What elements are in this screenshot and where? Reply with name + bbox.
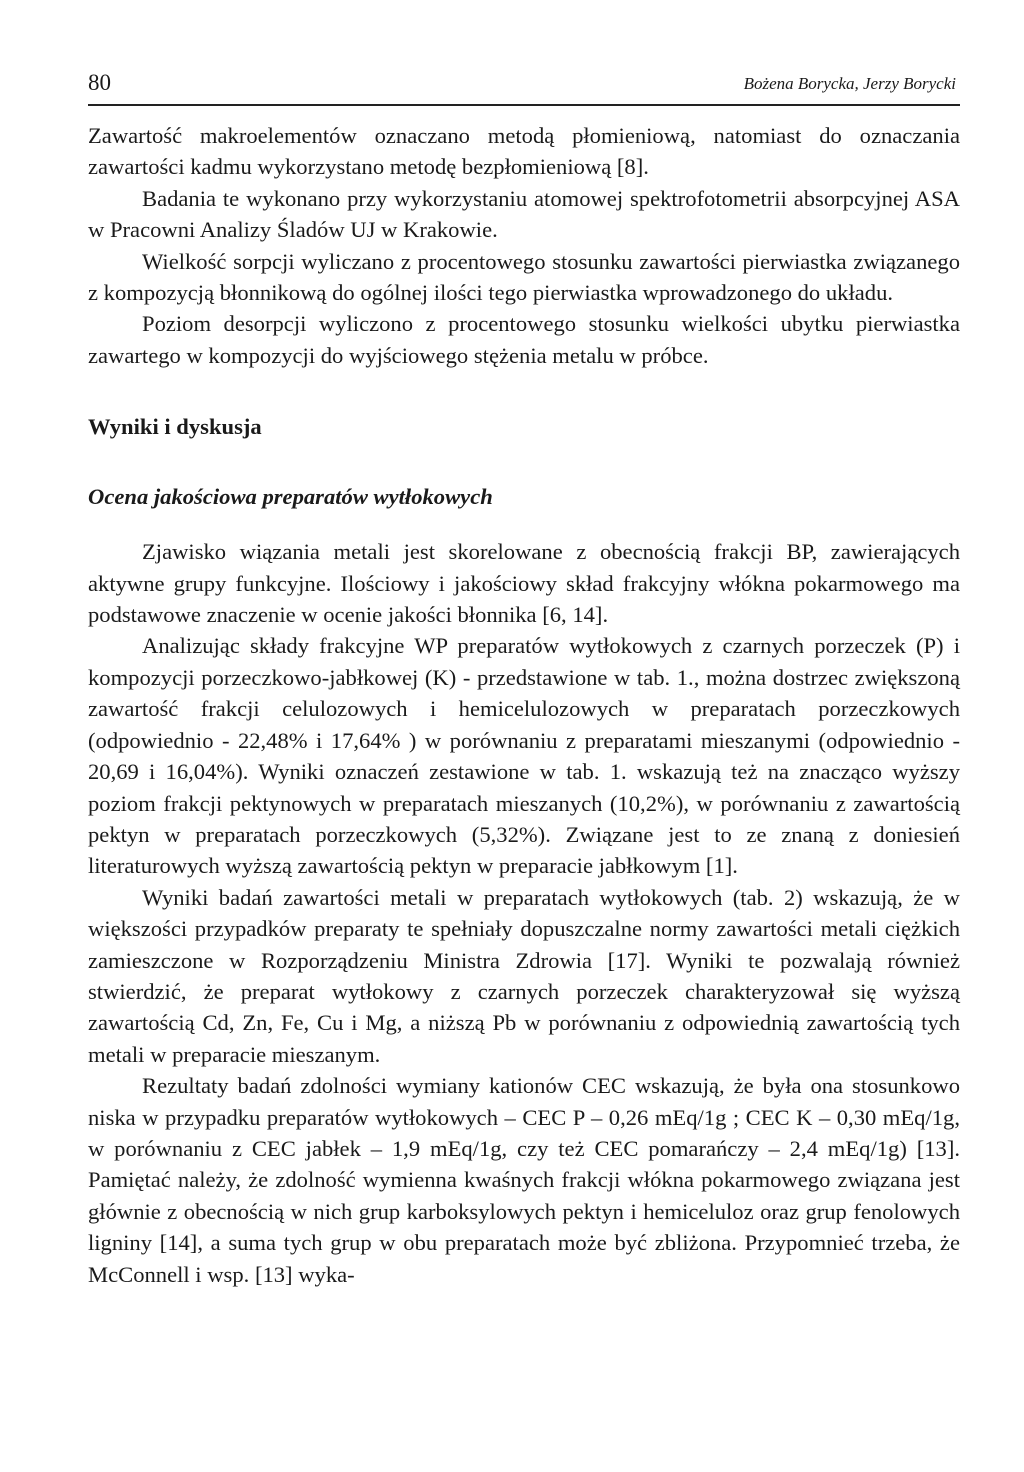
methods-paragraph: Poziom desorpcji wyliczono z procentowego stosunku wielkości ubytku pierwiastka zawartego w kompozycji do wyjściowego stężenia metalu w próbce. — [88, 311, 960, 368]
running-head-authors: Bożena Borycka, Jerzy Borycki — [743, 74, 956, 93]
subsection-heading: Ocena jakościowa preparatów wytłokowych — [88, 484, 493, 510]
body-text — [88, 120, 960, 1290]
methods-paragraph: Badania te wykonano przy wykorzystaniu atomowej spektrofotometrii absorpcyjnej ASA w Pracowni Analizy Śladów UJ w Krakowie. — [88, 185, 960, 243]
results-paragraph: Wyniki badań zawartości metali w preparatach wytłokowych (tab. 2) wskazują, że w większości przypadków preparaty te spełniały dopuszczalne normy zawartości metali ciężkich zamieszczone w Rozporządzeniu Ministra Zdrowia [17]. Wyniki te pozwalają również stwierdzić, że preparat wytłokowy z czarnych porzeczek charakteryzował się wyższą zawartością Cd, Zn, Fe, Cu i Mg, a niższą Pb w porównaniu z odpowiednią zawartością tych metali w preparacie mieszanym. — [88, 884, 960, 1067]
section-heading: Wyniki i dyskusja — [88, 414, 262, 440]
page-header — [88, 70, 960, 106]
results-paragraph: Rezultaty badań zdolności wymiany kationów CEC wskazują, że była ona stosunkowo niska w przypadku preparatów wytłokowych – CEC P – 0,26 mEq/1g ; CEC K – 0,30 mEq/1g, w porównaniu z CEC jabłek – 1,9 mEq/1g, czy też CEC pomarańczy – 2,4 mEq/1g) [13]. Pamiętać należy, że zdolność wymienna kwaśnych frakcji włókna pokarmowego związana jest głównie z obecnością w nich grup karboksylowych pektyn i hemiceluloz oraz grup fenolowych ligniny [14], a suma tych grup w obu preparatach może być zbliżona. Przypomnieć trzeba, że McConnell i wsp. [13] wyka- — [88, 1073, 960, 1287]
results-paragraph: Analizując składy frakcyjne WP preparatów wytłokowych z czarnych porzeczek (P) i kompozycji porzeczkowo-jabłkowej (K) - przedstawione w tab. 1., można dostrzec zwiększoną zawartość frakcji celulozowych i hemicelulozowych w preparatach porzeczkowych (odpowiednio - 22,48% i 17,64% ) w porównaniu z preparatami mieszanymi (odpowiednio - 20,69 i 16,04%). Wyniki oznaczeń zestawione w tab. 1. wskazują też na znacząco wyższy poziom frakcji pektynowych w preparatach mieszanych (10,2%), w porównaniu z zawartością pektyn w preparatach porzeczkowych (5,32%). Związane jest to ze znaną z doniesień literaturowych wyższą zawartością pektyn w preparacie jabłkowym [1]. — [88, 633, 960, 879]
page-number: 80 — [88, 70, 111, 95]
results-paragraph: Zjawisko wiązania metali jest skorelowane z obecnością frakcji BP, zawierających aktywne grupy funkcyjne. Ilościowy i jakościowy skład frakcyjny włókna pokarmowego ma podstawowe znaczenie w ocenie jakości błonnika [6, 14]. — [88, 539, 960, 628]
methods-paragraph: Wielkość sorpcji wyliczano z procentowego stosunku zawartości pierwiastka związanego z kompozycją błonnikową do ogólnej ilości tego pierwiastka wprowadzonego do układu. — [88, 248, 960, 306]
methods-paragraph: Zawartość makroelementów oznaczano metodą płomieniową, natomiast do oznaczania zawartości kadmu wykorzystano metodę bezpłomieniową [8]. — [88, 123, 960, 180]
